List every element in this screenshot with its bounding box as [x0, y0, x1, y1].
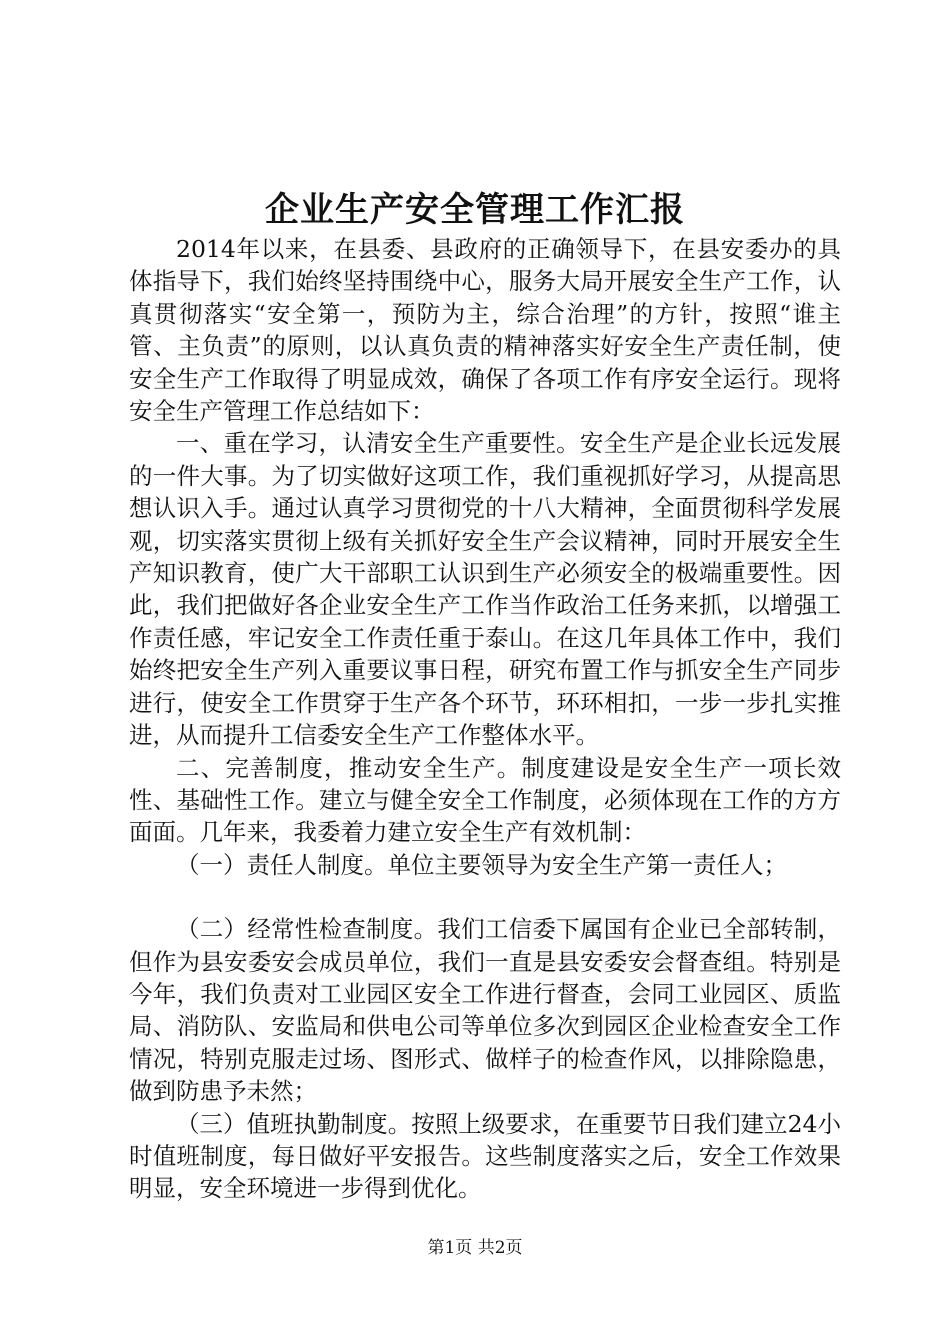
intro-paragraph: 2014年以来，在县委、县政府的正确领导下，在县安委办的具体指导下，我们始终坚持围绕中心，服务大局开展安全生产工作，认真贯彻落实“安全第一，预防为主，综合治理”的方针，按照“谁主管、主负责”的原则，以认真负责的精神落实好安全生产责任制，使安全生产工作取得了明显成效，确保了各项工作有序安全运行。现将安全生产管理工作总结如下： [129, 235, 841, 426]
section-two-paragraph: 二、完善制度，推动安全生产。制度建设是安全生产一项长效性、基础性工作。建立与健全安全工作制度，必须体现在工作的方方面面。几年来，我委着力建立安全生产有效机制： [129, 753, 841, 847]
page-number-footer: 第1页 共2页 [427, 1238, 523, 1258]
document-body [129, 233, 841, 1205]
item-one-paragraph: （一）责任人制度。单位主要领导为安全生产第一责任人； [176, 850, 787, 879]
item-two-paragraph: （二）经常性检查制度。我们工信委下属国有企业已全部转制，但作为县安委安会成员单位，我们一直是县安委安会督查组。特别是今年，我们负责对工业园区安全工作进行督查，会同工业园区、质监局、消防队、安监局和供电公司等单位多次到园区企业检查安全工作情况，特别克服走过场、图形式、做样子的检查作风，以排除隐患，做到防患予未然； [129, 915, 841, 1106]
item-three-paragraph: （三）值班执勤制度。按照上级要求，在重要节日我们建立24小时值班制度，每日做好平安报告。这些制度落实之后，安全工作效果明显，安全环境进一步得到优化。 [129, 1109, 841, 1203]
section-one-paragraph: 一、重在学习，认清安全生产重要性。安全生产是企业长远发展的一件大事。为了切实做好这项工作，我们重视抓好学习，从提高思想认识入手。通过认真学习贯彻党的十八大精神，全面贯彻科学发展观，切实落实贯彻上级有关抓好安全生产会议精神，同时开展安全生产知识教育，使广大干部职工认识到生产必须安全的极端重要性。因此，我们把做好各企业安全生产工作当作政治工任务来抓，以增强工作责任感，牢记安全工作责任重于泰山。在这几年具体工作中，我们始终把安全生产列入重要议事日程，研究布置工作与抓安全生产同步进行，使安全工作贯穿于生产各个环节，环环相扣，一步一步扎实推进，从而提升工信委安全生产工作整体水平。 [129, 429, 841, 750]
document-title: 企业生产安全管理工作汇报 [265, 190, 685, 230]
